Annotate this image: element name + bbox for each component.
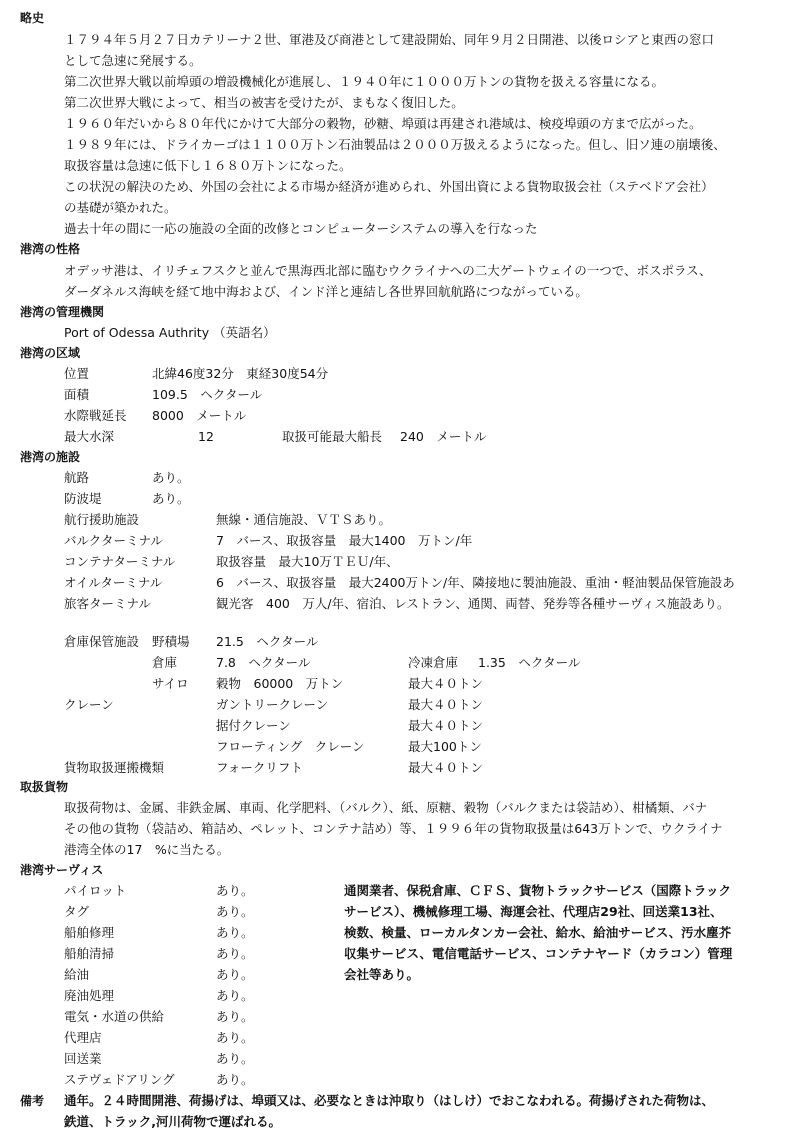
bulk-label: バルクターミナル — [64, 533, 163, 548]
service-note-line: サービス）、機械修理工場、海運会社、代理店29社、回送業13社、 — [344, 904, 723, 919]
breakwater-value: あり。 — [152, 491, 190, 506]
max-ship-value: 240 メートル — [400, 429, 487, 444]
service-note-line: 収集サービス、電信電話サービス、コンテナヤード（カラコン）管理 — [344, 946, 733, 961]
character-heading: 港湾の性格 — [20, 242, 81, 256]
cargo-line: 取扱荷物は、金属、非鉄金属、車両、化学肥料、（バルク）、紙、原糖、穀物（バルクまたは袋詰め）、柑橘類、バナ — [64, 800, 708, 815]
service-label: 船舶修理 — [64, 925, 115, 940]
gantry-label: ガントリークレーン — [216, 697, 329, 712]
waterfront-value: 8000 メートル — [152, 408, 247, 423]
service-label: 電気・水道の供給 — [64, 1009, 165, 1024]
handling-label: 貨物取扱運搬機類 — [64, 760, 165, 775]
fixed-crane-max: 最大４０トン — [408, 718, 484, 733]
facilities-heading: 港湾の施設 — [20, 450, 81, 464]
gantry-max: 最大４０トン — [408, 697, 484, 712]
service-value: あり。 — [216, 1051, 254, 1066]
navaid-label: 航行援助施設 — [64, 512, 140, 527]
history-line: １７９４年５月２７日カテリーナ２世、軍港及び商港として建設開始、同年９月２日開港、以後ロシアと東西の窓口 — [64, 32, 715, 47]
management-name: Port of Odessa Authrity （英語名） — [64, 325, 276, 340]
cargo-line: その他の貨物（袋詰め、箱詰め、ペレット、コンテナ詰め）等、１９９６年の貨物取扱量は643万トンで、ウクライナ — [64, 821, 723, 836]
container-label: コンテナターミナル — [64, 554, 176, 569]
history-line: 過去十年の間に一応の施設の全面的改修とコンピューターシステムの導入を行なった — [64, 221, 538, 236]
service-label: ステヴェドアリング — [64, 1072, 175, 1087]
navaid-value: 無線・通信施設、ＶＴＳあり。 — [216, 512, 392, 527]
forklift-max: 最大４０トン — [408, 760, 484, 775]
service-label: 船舶清掃 — [64, 946, 115, 961]
service-value: あり。 — [216, 925, 254, 940]
service-label: 回送業 — [64, 1051, 102, 1066]
management-heading: 港湾の管理機関 — [20, 305, 105, 319]
depth-value: 12 — [198, 429, 214, 444]
breakwater-label: 防波堤 — [64, 491, 102, 506]
service-value: あり。 — [216, 1030, 254, 1045]
service-value: あり。 — [216, 988, 254, 1003]
oil-label: オイルターミナル — [64, 575, 163, 590]
service-label: 代理店 — [64, 1030, 102, 1045]
history-heading: 略史 — [20, 11, 45, 25]
location-label: 位置 — [64, 366, 90, 381]
storage-label: 倉庫保管施設 — [64, 634, 140, 649]
service-note-line: 検数、検量、ローカルタンカー会社、給水、給油サービス、汚水塵芥 — [344, 925, 732, 940]
bulk-value: 7 バース、取扱容量 最大1400 万トン/年 — [216, 533, 473, 548]
service-value: あり。 — [216, 967, 254, 982]
service-note-line: 会社等あり。 — [344, 967, 420, 982]
container-value: 取扱容量 最大10万ＴＥＵ/年、 — [216, 554, 399, 569]
area-heading: 港湾の区域 — [20, 346, 81, 360]
service-label: 給油 — [64, 967, 90, 982]
cold-label: 冷凍倉庫 — [408, 655, 459, 670]
remarks-heading: 備考 — [20, 1094, 45, 1108]
location-value: 北緯46度32分 東経30度54分 — [152, 366, 329, 381]
channel-value: あり。 — [152, 470, 190, 485]
silo-label: サイロ — [152, 676, 189, 691]
max-ship-label: 取扱可能最大船長 — [282, 429, 383, 444]
size-label: 面積 — [64, 387, 90, 402]
character-line: ダーダネルス海峡を経て地中海および、インド洋と連結し各世界回航航路につながっている。 — [64, 284, 588, 299]
floating-crane-max: 最大100トン — [408, 739, 482, 754]
fixed-crane-label: 据付クレーン — [216, 718, 291, 733]
depth-label: 最大水深 — [64, 429, 115, 444]
history-line: 第二次世界大戦以前埠頭の増設機械化が進展し、１９４０年に１０００万トンの貨物を扱える容量になる。 — [64, 74, 665, 89]
history-line: として急速に発展する。 — [64, 53, 202, 68]
service-note-line: 通関業者、保税倉庫、ＣＦＳ、貨物トラックサービス（国際トラック — [344, 883, 732, 898]
history-line: 第二次世界大戦によって、相当の被害を受けたが、まもなく復旧した。 — [64, 95, 464, 110]
service-label: タグ — [64, 904, 90, 919]
cold-value: 1.35 ヘクタール — [478, 655, 581, 670]
history-line: １９８９年には、ドライカーゴは１１００万トン石油製品は２０００万扱えるようになった。但し、旧ソ連の崩壊後、 — [64, 137, 726, 152]
yard-label: 野積場 — [152, 634, 190, 649]
service-value: あり。 — [216, 1072, 254, 1087]
passenger-label: 旅客ターミナル — [64, 596, 151, 611]
yard-value: 21.5 ヘクタール — [216, 634, 319, 649]
cargo-line: 港湾全体の17 %に当たる。 — [64, 842, 230, 857]
silo-max: 最大４０トン — [408, 676, 484, 691]
crane-label: クレーン — [64, 697, 114, 712]
history-line: この状況の解決のため、外国の会社による市場か経済が進められ、外国出資による貨物取扱会社（ステベドア会社） — [64, 179, 714, 194]
service-value: あり。 — [216, 1009, 254, 1024]
service-value: あり。 — [216, 883, 254, 898]
remarks-line: 鉄道、トラック,河川荷物で運ばれる。 — [64, 1114, 281, 1129]
size-value: 109.5 ヘクタール — [152, 387, 263, 402]
cargo-heading: 取扱貨物 — [20, 780, 69, 794]
oil-value: 6 バース、取扱容量 最大2400万トン/年、隣接地に製油施設、重油・軽油製品保管施設あ — [216, 575, 735, 590]
silo-value: 穀物 60000 万トン — [216, 676, 344, 691]
channel-label: 航路 — [64, 470, 90, 485]
warehouse-value: 7.8 ヘクタール — [216, 655, 311, 670]
history-line: １９６０年だいから８０年代にかけて大部分の穀物，砂糖、埠頭は再建され港域は、検疫埠頭の方まで広がった。 — [64, 116, 702, 131]
service-label: パイロット — [64, 883, 127, 898]
warehouse-label: 倉庫 — [152, 655, 178, 670]
history-line: の基礎が築かれた。 — [64, 200, 177, 215]
history-line: 取扱容量は急速に低下し１６８０万トンになった。 — [64, 158, 352, 173]
service-value: あり。 — [216, 946, 254, 961]
character-line: オデッサ港は、イリチェフスクと並んで黒海西北部に臨むウクライナへの二大ゲートウェイの一つで、ボスポラス、 — [64, 263, 712, 278]
remarks-line: 通年。２４時間開港、荷揚げは、埠頭又は、必要なときは沖取り（はしけ）でおこなわれる。荷揚げされた荷物は、 — [64, 1093, 715, 1108]
forklift-label: フォークリフト — [216, 760, 303, 775]
passenger-value: 観光客 400 万人/年、宿泊、レストラン、通関、両替、発券等各種サーヴィス施設あり。 — [216, 596, 730, 611]
services-heading: 港湾サーヴィス — [20, 863, 104, 877]
waterfront-label: 水際戦延長 — [64, 408, 127, 423]
service-value: あり。 — [216, 904, 254, 919]
service-label: 廃油処理 — [64, 988, 115, 1003]
floating-crane-label: フローティング クレーン — [216, 739, 365, 754]
